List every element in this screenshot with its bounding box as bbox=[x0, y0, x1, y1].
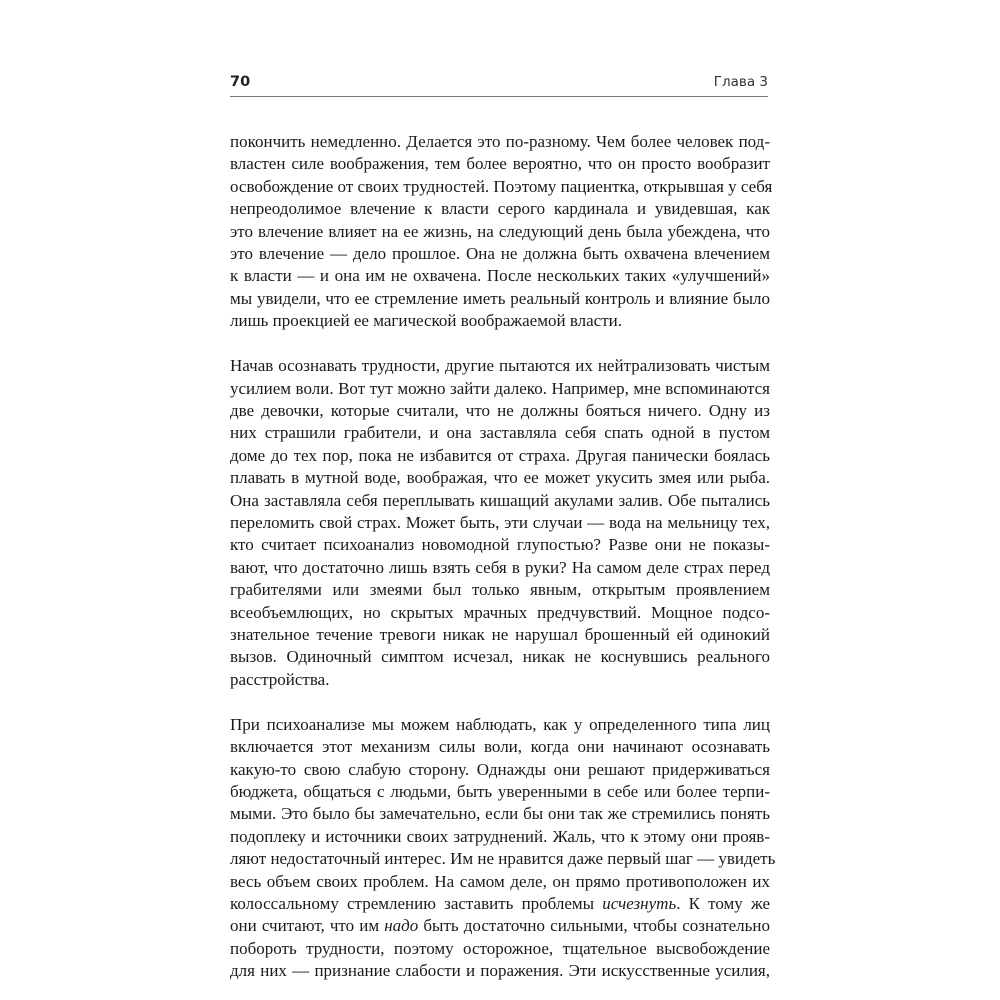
text-line: При психоанализе мы можем наблюдать, как у определенного типа лиц bbox=[230, 714, 770, 734]
text-line: к власти — и она им не охвачена. После нескольких таких «улучшений» bbox=[230, 266, 770, 286]
text-line: знательное течение тревоги никак не нарушал брошенный ей одинокий bbox=[230, 625, 770, 645]
text-line bbox=[230, 915, 770, 937]
text-line: для них — признание слабости и поражения. Эти искусственные усилия, bbox=[230, 961, 770, 981]
text-line: бюджета, общаться с людьми, быть уверенными в себе или более терпи- bbox=[230, 781, 770, 801]
text-line: кто считает психоанализ новомодной глупостью? Разве они не показы- bbox=[230, 535, 770, 555]
chapter-label: Глава 3 bbox=[713, 74, 768, 90]
text-line: освобождение от своих трудностей. Поэтому пациентка, открывшая у себя bbox=[230, 176, 773, 196]
page-number: 70 bbox=[230, 74, 251, 90]
paragraph-1 bbox=[230, 131, 773, 333]
text-segment: быть достаточно сильными, чтобы сознательно bbox=[418, 916, 771, 936]
paragraph-gap bbox=[230, 691, 770, 714]
text-segment: . К тому же bbox=[676, 894, 771, 913]
text-segment: колоссальному стремлению заставить проблемы bbox=[230, 894, 603, 913]
text-line: вают, что достаточно лишь взять себя в руки? На самом деле страх перед bbox=[230, 557, 770, 577]
text-line: две девочки, которые считали, что не должны бояться ничего. Одну из bbox=[230, 400, 770, 420]
italic-word: исчезнуть bbox=[602, 894, 677, 913]
text-line: переломить свой страх. Может быть, эти случаи — вода на мельницу тех, bbox=[230, 513, 770, 532]
text-line: покончить немедленно. Делается это по-разному. Чем более человек под- bbox=[230, 132, 770, 151]
text-line: них страшили грабители, и она заставляла себя спать одной в пустом bbox=[230, 423, 770, 443]
text-line: какую-то свою слабую сторону. Однажды они решают придерживаться bbox=[230, 759, 770, 779]
text-line bbox=[230, 893, 770, 915]
text-line: усилием воли. Вот тут можно зайти далеко. Например, мне вспоминаются bbox=[230, 378, 770, 398]
text-line: лишь проекцией ее магической воображаемой власти. bbox=[230, 311, 622, 331]
text-line: расстройства. bbox=[230, 669, 330, 689]
text-line: весь объем своих проблем. На самом деле, он прямо противоположен их bbox=[230, 871, 770, 891]
text-line: это влечение влияет на ее жизнь, на следующий день была убеждена, что bbox=[230, 221, 770, 241]
text-line: побороть трудности, поэтому осторожное, тщательное высвобождение bbox=[230, 938, 770, 958]
text-line: властен силе воображения, тем более вероятно, что он просто вообразит bbox=[230, 154, 770, 174]
text-line: подоплеку и источники своих затруднений. Жаль, что к этому они прояв- bbox=[230, 826, 770, 846]
body-text bbox=[230, 131, 776, 983]
text-line: включается этот механизм силы воли, когда они начинают осознавать bbox=[230, 737, 770, 757]
text-line: Начав осознавать трудности, другие пытаются их нейтрализовать чистым bbox=[230, 356, 770, 376]
paragraph-2 bbox=[230, 355, 770, 691]
header-rule bbox=[230, 96, 768, 97]
text-line: мы увидели, что ее стремление иметь реальный контроль и влияние было bbox=[230, 288, 770, 308]
text-line: мыми. Это было бы замечательно, если бы они так же стремились понять bbox=[230, 804, 770, 824]
text-line: непреодолимое влечение к власти серого кардинала и увидевшая, как bbox=[230, 199, 770, 219]
paragraph-3 bbox=[230, 714, 776, 983]
text-line: плавать в мутной воде, воображая, что ее может укусить змея или рыба. bbox=[230, 468, 770, 488]
italic-word: надо bbox=[384, 916, 419, 936]
text-line: всеобъемлющих, но скрытых мрачных предчувствий. Мощное подсо- bbox=[230, 602, 770, 622]
running-head bbox=[230, 70, 768, 94]
text-line: это влечение — дело прошлое. Она не должна быть охвачена влечением bbox=[230, 244, 770, 264]
paragraph-gap bbox=[230, 333, 770, 356]
text-line: Она заставляла себя переплывать кишащий акулами залив. Обе пытались bbox=[230, 490, 770, 510]
text-line: вызов. Одиночный симптом исчезал, никак не коснувшись реального bbox=[230, 647, 770, 667]
text-line: грабителями или змеями был только явным, открытым проявлением bbox=[230, 580, 770, 600]
text-line: доме до тех пор, пока не избавится от страха. Другая панически боялась bbox=[230, 445, 770, 465]
text-segment: они считают, что им bbox=[230, 916, 385, 936]
text-line: ляют недостаточный интерес. Им не нравится даже первый шаг — увидеть bbox=[230, 849, 776, 869]
